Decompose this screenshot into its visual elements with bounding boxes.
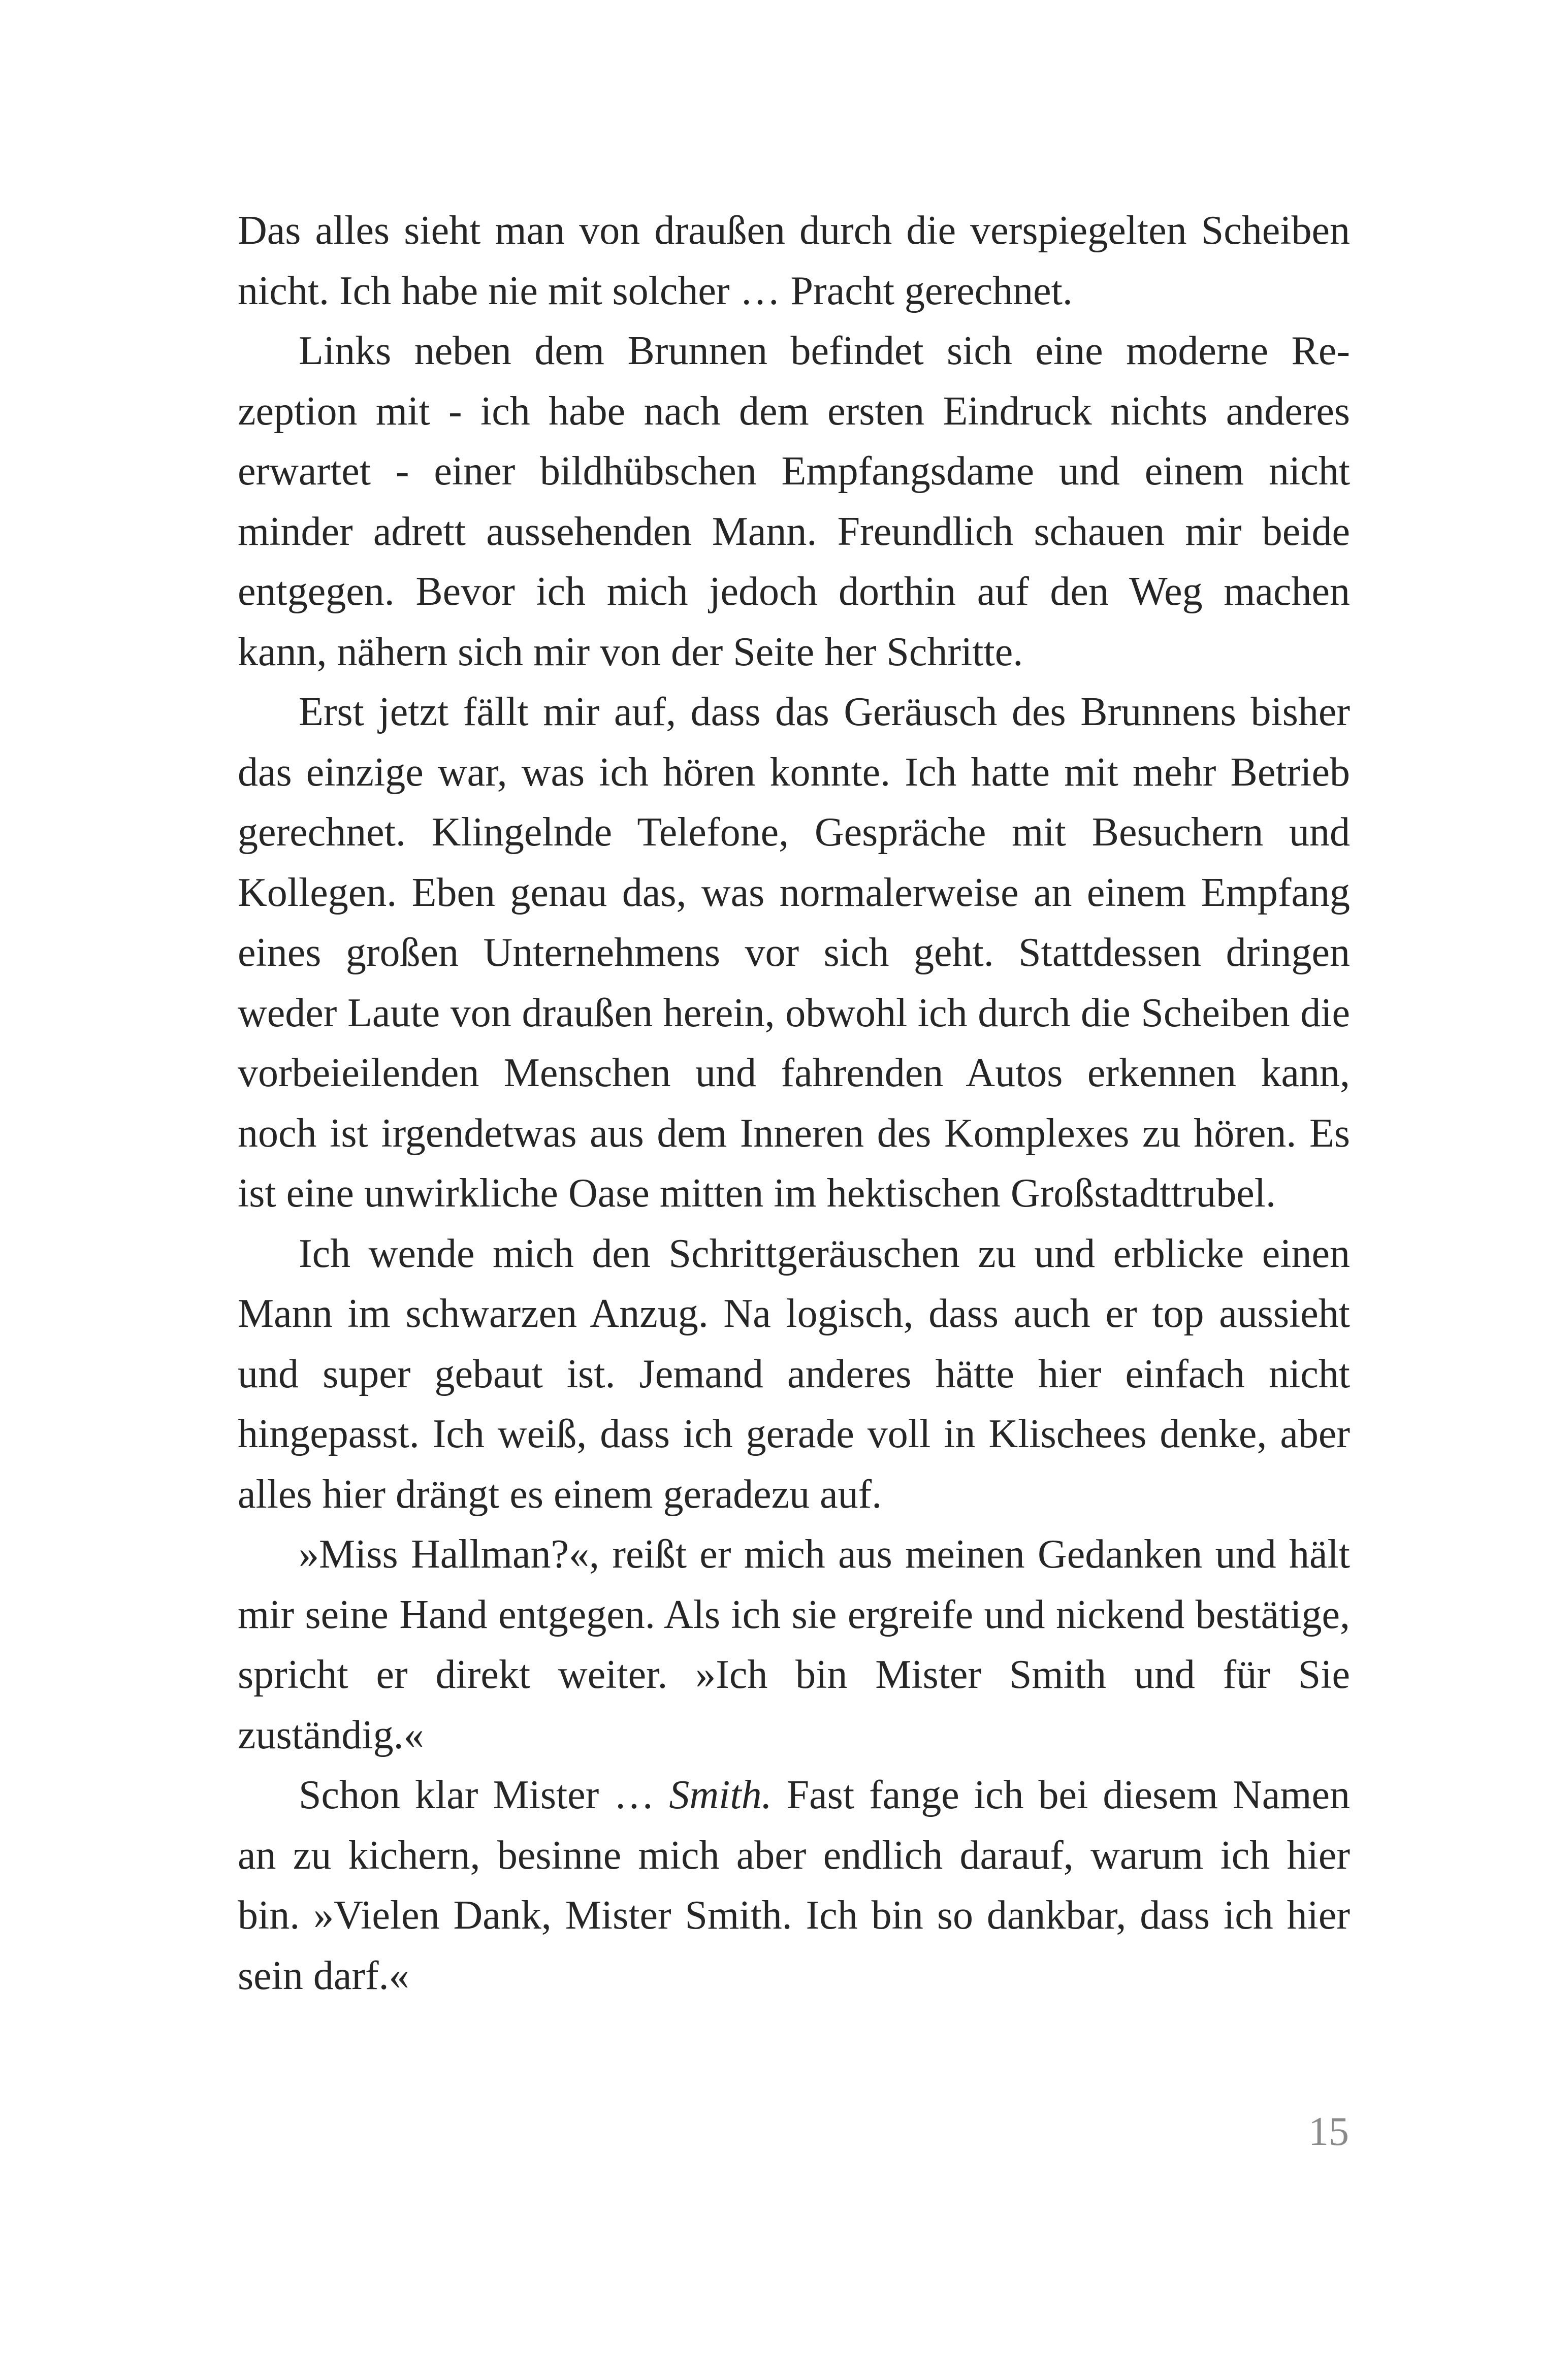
body-text <box>238 201 1350 2006</box>
paragraph-1: Das alles sieht man von draußen durch die verspiegelten Scheiben nicht. Ich habe nie mit solcher … Pracht gerechnet. <box>238 208 1350 313</box>
paragraph-2: Links neben dem Brunnen befindet sich eine moderne Rezeption mit - ich habe nach dem ersten Eindruck nichts anderes erwartet - einer bildhübschen Empfangsdame und einem nicht minder adrett aussehenden Mann. Freundlich schauen mir beide entgegen. Bevor ich mich jedoch dorthin auf den Weg machen kann, nähern sich mir von der Seite her Schritte. <box>238 329 1350 674</box>
paragraph-6-end: Fast fange ich bei diesem Namen an zu kichern, besinne mich aber endlich darauf, warum ich hier bin. »Vielen Dank, Mister Smith. Ich bin so dankbar, dass ich hier sein darf.« <box>238 1773 1350 1998</box>
paragraph-6-italic-name: Smith. <box>669 1773 772 1817</box>
page-number: 15 <box>1308 2109 1349 2154</box>
paragraph-4: Ich wende mich den Schrittgeräuschen zu und erblicke einen Mann im schwarzen Anzug. Na logisch, dass auch er top aussieht und super gebaut ist. Jemand anderes hätte hier einfach nicht hingepasst. Ich weiß, dass ich gerade voll in Klischees denke, aber alles hier drängt es einem geradezu auf. <box>238 1231 1350 1517</box>
paragraph-6-start: Schon klar Mister … <box>299 1773 669 1817</box>
paragraph-3: Erst jetzt fällt mir auf, dass das Geräusch des Brunnens bisher das einzige war, was ich hören konnte. Ich hatte mit mehr Betrieb gerechnet. Klingelnde Telefone, Gespräche mit Besuchern und Kollegen. Eben genau das, was normalerweise an einem Empfang eines großen Unternehmens vor sich geht. Stattdessen dringen weder Laute von draußen herein, obwohl ich durch die Scheiben die vorbeieilenden Menschen und fahrenden Autos erkennen kann, noch ist irgendetwas aus dem Inneren des Komplexes zu hören. Es ist eine unwirkliche Oase mitten im hektischen Großstadttrubel. <box>238 690 1350 1216</box>
paragraph-6 <box>238 1765 1350 2006</box>
paragraph-5: »Miss Hallman?«, reißt er mich aus meinen Gedanken und hält mir seine Hand entgegen. Als ich sie ergreife und nickend bestätige, spricht er direkt weiter. »Ich bin Mister Smith und für Sie zuständig.« <box>238 1532 1350 1757</box>
